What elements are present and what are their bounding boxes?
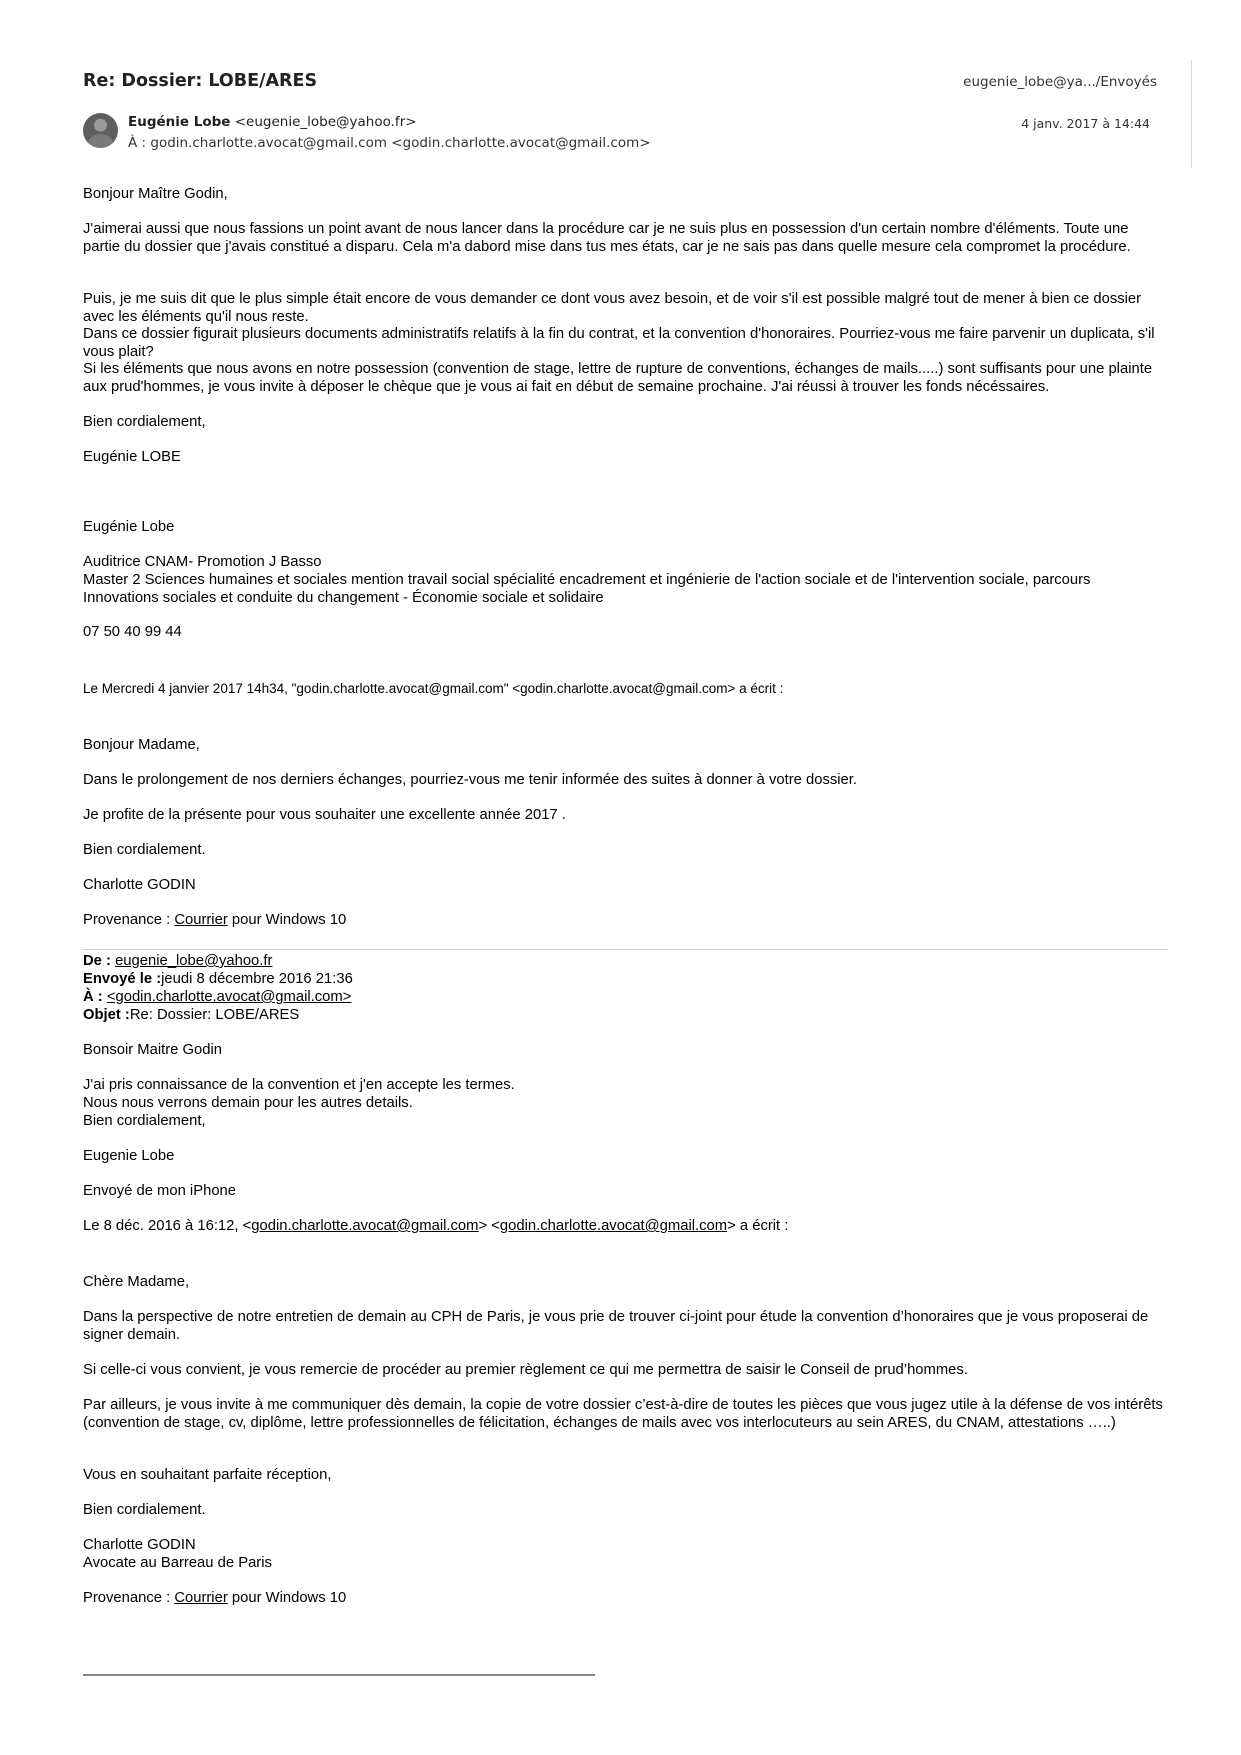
email-link[interactable]: godin.charlotte.avocat@gmail.com bbox=[499, 1218, 728, 1234]
pane-divider bbox=[1191, 60, 1192, 168]
quote-paragraph: Dans la perspective de notre entretien de demain au CPH de Paris, je vous prie de trouver ci-joint pour étude la convention d’honoraires que je vous proposerai de signer demain. bbox=[83, 1309, 1149, 1343]
quote-name: Eugenie Lobe bbox=[83, 1148, 175, 1164]
message-subject: Re: Dossier: LOBE/ARES bbox=[83, 71, 318, 91]
recipient-line bbox=[128, 135, 651, 151]
message-signature: Eugénie LOBE bbox=[83, 449, 181, 465]
quote-separator bbox=[83, 949, 1168, 950]
quote-intro bbox=[83, 1218, 1163, 1236]
quote-greeting: Bonsoir Maitre Godin bbox=[83, 1042, 222, 1058]
sent-from: Envoyé de mon iPhone bbox=[83, 1183, 237, 1199]
email-link[interactable]: godin.charlotte.avocat@gmail.com bbox=[251, 1218, 479, 1234]
message-paragraph: Puis, je me suis dit que le plus simple était encore de vous demander ce dont vous avez besoin, et de voir s'il est possible malgré tout de mener à bien ce dossier avec les éléments qu'il nous reste. bbox=[83, 291, 1142, 325]
courrier-link[interactable]: Courrier bbox=[174, 1590, 228, 1606]
quote-line: J'ai pris connaissance de la convention et j'en accepte les termes. bbox=[83, 1077, 515, 1093]
quote-paragraph: Par ailleurs, je vous invite à me communiquer dès demain, la copie de votre dossier c’est-à-dire de toutes les pièces que vous jugez utile à la défense de vos intérêts (convention de stage, cv, diplôme, lettre professionnelles de félicitation, échanges de mails avec vos interlocuteurs au sein ARES, du CNAM, attestations …..) bbox=[83, 1397, 1163, 1431]
signature-phone: 07 50 40 99 44 bbox=[83, 624, 182, 640]
signature-rule bbox=[83, 1674, 595, 1676]
sender-avatar[interactable] bbox=[83, 113, 118, 148]
quote-line: Nous nous verrons demain pour les autres details. bbox=[83, 1095, 413, 1111]
quote-header-sent bbox=[83, 971, 1163, 989]
quote-paragraph: Vous en souhaitant parfaite réception, bbox=[83, 1467, 332, 1483]
provenance-line bbox=[83, 1590, 1163, 1608]
quote-title: Avocate au Barreau de Paris bbox=[83, 1555, 272, 1571]
quote-paragraph: Dans le prolongement de nos derniers échanges, pourriez-vous me tenir informée des suites à donner à votre dossier. bbox=[83, 772, 857, 788]
quote-header-from bbox=[83, 953, 1163, 971]
sent-label: Envoyé le : bbox=[83, 971, 162, 987]
signature-line: Auditrice CNAM- Promotion J Basso bbox=[83, 554, 322, 570]
sent-value: jeudi 8 décembre 2016 21:36 bbox=[161, 971, 353, 987]
sender-name[interactable]: Eugénie Lobe bbox=[128, 114, 231, 130]
message-date: 4 janv. 2017 à 14:44 bbox=[1021, 116, 1150, 131]
quote-greeting: Bonjour Madame, bbox=[83, 737, 200, 753]
quote-closing: Bien cordialement. bbox=[83, 842, 206, 858]
quote-paragraph: Je profite de la présente pour vous souhaiter une excellente année 2017 . bbox=[83, 807, 566, 823]
quote-header-subject bbox=[83, 1007, 1163, 1025]
recipient-label: À : bbox=[128, 135, 147, 151]
provenance-suffix: pour Windows 10 bbox=[227, 1590, 347, 1606]
message-paragraph: Si les éléments que nous avons en notre possession (convention de stage, lettre de rupture de conventions, échanges de mails.....) sont suffisants pour une plainte aux prud'hommes, je vous invite à déposer le chèque que je vous ai fait en début de semaine prochaine. J'ai réussi à trouver les fonds nécéssaires. bbox=[83, 361, 1153, 395]
courrier-link[interactable]: Courrier bbox=[174, 912, 228, 928]
message-greeting: Bonjour Maître Godin, bbox=[83, 186, 228, 202]
message-closing: Bien cordialement, bbox=[83, 414, 206, 430]
to-email-link[interactable]: <godin.charlotte.avocat@gmail.com> bbox=[106, 989, 352, 1005]
from-label: De : bbox=[83, 953, 116, 969]
quote-line: Bien cordialement, bbox=[83, 1113, 206, 1129]
mailbox-folder[interactable]: eugenie_lobe@ya.../Envoyés bbox=[963, 74, 1157, 90]
intro-mid: > < bbox=[478, 1218, 500, 1234]
intro-prefix: Le 8 déc. 2016 à 16:12, < bbox=[83, 1218, 252, 1234]
message-paragraph: Dans ce dossier figurait plusieurs documents administratifs relatifs à la fin du contrat, et la convention d'honoraires. Pourriez-vous me faire parvenir un duplicata, s'il vous plait? bbox=[83, 326, 1155, 360]
recipient-email[interactable]: <godin.charlotte.avocat@gmail.com> bbox=[391, 135, 651, 151]
signature-name: Eugénie Lobe bbox=[83, 519, 175, 535]
sender-line bbox=[128, 114, 417, 130]
recipient-name[interactable]: godin.charlotte.avocat@gmail.com bbox=[150, 135, 387, 151]
subject-label: Objet : bbox=[83, 1007, 130, 1023]
quote-paragraph: Si celle-ci vous convient, je vous remercie de procéder au premier règlement ce qui me permettra de saisir le Conseil de prud’hommes. bbox=[83, 1362, 968, 1378]
to-label: À : bbox=[83, 989, 107, 1005]
subject-value: Re: Dossier: LOBE/ARES bbox=[129, 1007, 300, 1023]
quote-header-to bbox=[83, 989, 1163, 1007]
quote-greeting: Chère Madame, bbox=[83, 1274, 190, 1290]
provenance-line bbox=[83, 912, 1163, 930]
message-paragraph: J'aimerai aussi que nous fassions un point avant de nous lancer dans la procédure car je ne suis plus en possession d'un certain nombre d'éléments. Toute une partie du dossier que j'avais constitué a disparu. Cela m'a dabord mise dans tus mes états, car je ne sais pas dans quelle mesure cela compromet la procédure. bbox=[83, 221, 1131, 255]
provenance-prefix: Provenance : bbox=[83, 1590, 175, 1606]
signature-line: Master 2 Sciences humaines et sociales mention travail social spécialité encadrement et ingénierie de l'action sociale et de l'intervention sociale, parcours Innovations sociales et conduite du changement - Économie sociale et solidaire bbox=[83, 572, 1091, 606]
quote-closing: Bien cordialement. bbox=[83, 1502, 206, 1518]
quote-name: Charlotte GODIN bbox=[83, 1537, 196, 1553]
intro-suffix: > a écrit : bbox=[727, 1218, 789, 1234]
provenance-suffix: pour Windows 10 bbox=[227, 912, 347, 928]
quote-name: Charlotte GODIN bbox=[83, 877, 196, 893]
from-email-link[interactable]: eugenie_lobe@yahoo.fr bbox=[115, 953, 273, 969]
quote-intro: Le Mercredi 4 janvier 2017 14h34, "godin.charlotte.avocat@gmail.com" <godin.charlotte.avocat@gmail.com> a écrit : bbox=[83, 681, 784, 696]
sender-email[interactable]: <eugenie_lobe@yahoo.fr> bbox=[234, 114, 417, 130]
provenance-prefix: Provenance : bbox=[83, 912, 175, 928]
